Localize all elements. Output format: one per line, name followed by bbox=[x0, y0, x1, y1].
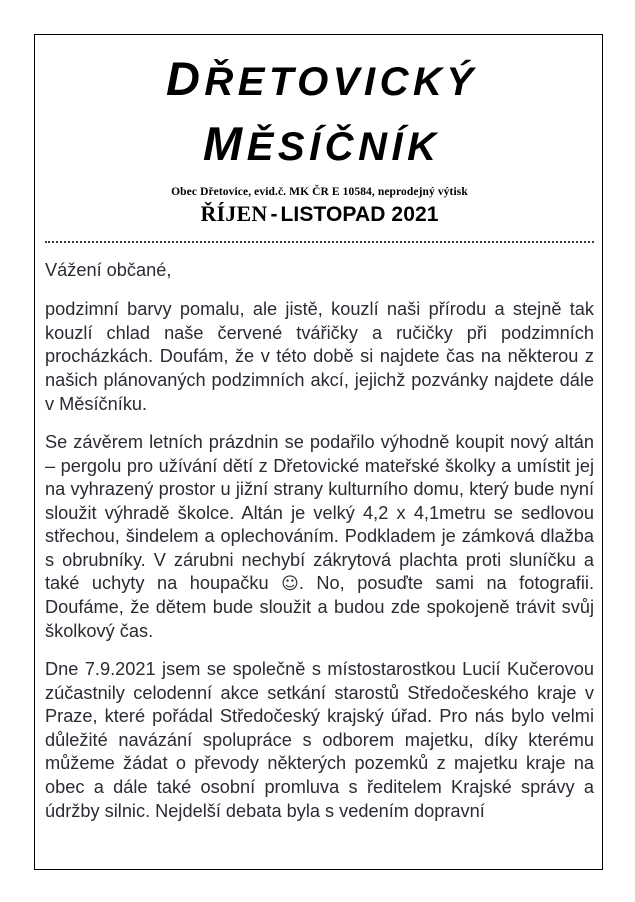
article-paragraph-1: podzimní barvy pomalu, ale jistě, kouzlí naši přírodu a stejně tak kouzlí chlad naše červené tvářičky a ručičky při podzimních procházkách. Doufám, že v této době si najdete čas na některou z našich plánovaných podzimních akcí, jejichž pozvánky najdete dále v Měsíčníku. bbox=[45, 299, 594, 414]
masthead-title-line-2-rest: ĚSÍČNÍK bbox=[246, 124, 441, 169]
article-paragraph-2: Se závěrem letních prázdnin se podařilo výhodně koupit nový altán – pergolu pro užívání dětí z Dřetovické mateřské školky a umístit jej na vyhrazený prostor u jižní strany kulturního domu, který bude nyní sloužit výhradě školce. Altán je velký 4,2 x 4,1metru se sedlovou střechou, šindelem a oplechováním. Podkladem je zámková dlažba s obrubníky. V zárubni nechybí zákrytová plachta proti sluníčku a také uchyty na houpačku ☺. No, posuďte sami na fotografii. Doufáme, že dětem bude sloužit a budou zde spokojeně trávit svůj školkový čas. bbox=[45, 432, 594, 641]
article-salutation: Vážení občané, bbox=[45, 259, 172, 280]
masthead-title-line-1 bbox=[45, 47, 594, 112]
dotted-divider bbox=[45, 241, 594, 243]
masthead-title-line-1-rest: ŘETOVICKÝ bbox=[204, 60, 478, 104]
issue-month: ŘÍJEN bbox=[200, 200, 268, 226]
masthead-issue-date bbox=[45, 201, 594, 227]
article-body bbox=[45, 259, 594, 823]
masthead-title-line-2 bbox=[45, 112, 594, 177]
issue-month-year: LISTOPAD 2021 bbox=[280, 202, 439, 226]
masthead-imprint: Obec Dřetovice, evid.č. MK ČR E 10584, neprodejný výtisk bbox=[171, 185, 468, 198]
masthead-title-line-2-cap: M bbox=[203, 116, 247, 170]
newsletter-page-sheet bbox=[34, 34, 603, 870]
issue-separator: - bbox=[270, 202, 278, 226]
masthead-title-line-1-cap: D bbox=[165, 52, 205, 105]
article-paragraph-3: Dne 7.9.2021 jsem se společně s místostarostkou Lucií Kučerovou zúčastnily celodenní akce setkání starostů Středočeského kraje v Praze, které pořádal Středočeský krajský úřad. Pro nás bylo velmi důležité navázání spolupráce s odborem majetku, díky kterému můžeme žádat o převody některých pozemků z majetku kraje na obec a dále také osobní promluva s ředitelem Krajské správy a údržby silnic. Nejdelší debata byla s vedením dopravní bbox=[45, 659, 594, 821]
smiley-face-icon: ☺ bbox=[281, 574, 299, 595]
masthead bbox=[45, 35, 594, 243]
page-content-area bbox=[45, 35, 594, 869]
